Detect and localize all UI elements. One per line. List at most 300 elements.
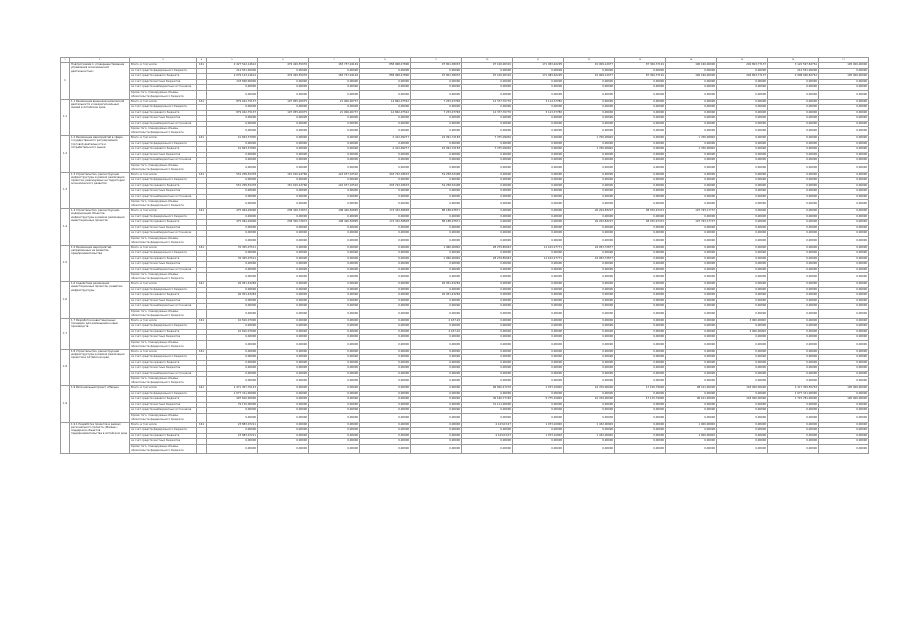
amount-cell: 7 375,09200 [462, 147, 513, 153]
amount-cell: 0,00000 [360, 444, 411, 453]
amount-cell: 0,00000 [207, 428, 258, 434]
amount-cell: 0,00000 [819, 422, 869, 428]
amount-cell: 0,00000 [258, 355, 309, 361]
funding-source: за счет средств краевого бюджета [130, 397, 197, 403]
amount-cell: 0,00000 [615, 194, 666, 200]
amount-cell: 0,00000 [462, 121, 513, 127]
amount-cell: 0,00000 [207, 287, 258, 293]
amount-cell: 0,00000 [258, 324, 309, 330]
amount-cell: 26 951,43284 [207, 293, 258, 299]
amount-cell: 0,00000 [309, 214, 360, 220]
amount-cell: 98 101,00000 [666, 386, 717, 392]
budget-code: 161 [197, 282, 207, 288]
amount-cell: 0,00000 [411, 391, 462, 397]
row-index: 1.8 [61, 349, 70, 386]
amount-cell: 0,00000 [513, 225, 564, 231]
amount-cell: 0,00000 [258, 282, 309, 288]
amount-cell: 0,00000 [819, 293, 869, 299]
amount-cell: 0,00000 [258, 189, 309, 195]
amount-cell: 0,00000 [258, 335, 309, 341]
amount-cell: 0,00000 [411, 236, 462, 245]
amount-cell: 0,00000 [309, 136, 360, 142]
amount-cell: 433 722,18633 [360, 172, 411, 178]
funding-source: за счет средств местных бюджетов [130, 262, 197, 268]
funding-source: за счет средств местных бюджетов [130, 335, 197, 341]
amount-cell: 0,00000 [309, 251, 360, 257]
amount-cell: 0,00000 [258, 413, 309, 422]
amount-cell: 0,00000 [513, 329, 564, 335]
amount-cell: 0,00000 [309, 371, 360, 377]
amount-cell: 0,00000 [309, 116, 360, 122]
amount-cell: 0,00000 [717, 304, 768, 310]
amount-cell: 0,00000 [768, 340, 819, 349]
amount-cell: 0,00000 [360, 422, 411, 428]
amount-cell: 0,00000 [513, 136, 564, 142]
amount-cell: 0,00000 [717, 189, 768, 195]
amount-cell: 0,00000 [462, 172, 513, 178]
amount-cell: 0,00000 [360, 105, 411, 111]
amount-cell: 1 432,00000 [564, 422, 615, 428]
amount-cell: 0,00000 [258, 214, 309, 220]
amount-cell: 2 079 143,14612 [207, 74, 258, 80]
amount-cell: 0,00000 [411, 251, 462, 257]
amount-cell: 0,00000 [615, 214, 666, 220]
amount-cell: 0,00000 [258, 318, 309, 324]
amount-cell: 0,00000 [258, 298, 309, 304]
amount-cell: 97 801,38933 [411, 63, 462, 69]
amount-cell: 0,00000 [462, 304, 513, 310]
amount-cell: 0,00000 [462, 391, 513, 397]
amount-cell: 0,00000 [717, 127, 768, 136]
amount-cell: 0,00000 [513, 214, 564, 220]
amount-cell: 0,00000 [819, 402, 869, 408]
amount-cell: 0,00000 [768, 267, 819, 273]
amount-cell: 238 326,72872 [258, 209, 309, 215]
amount-cell: 0,00000 [615, 309, 666, 318]
funding-source: за счет средств федерального бюджета [130, 287, 197, 293]
amount-cell: 0,00000 [819, 163, 869, 172]
amount-cell: 0,00000 [564, 172, 615, 178]
amount-cell: 0,00000 [564, 79, 615, 85]
amount-cell: 0,00000 [462, 189, 513, 195]
amount-cell: 0,00000 [717, 152, 768, 158]
amount-cell: 87 300,37191 [615, 74, 666, 80]
amount-cell: 0,00000 [564, 282, 615, 288]
amount-cell: 0,00000 [717, 136, 768, 142]
amount-cell: 0,00000 [258, 386, 309, 392]
column-number: 16 [768, 58, 819, 63]
amount-cell: 0,00000 [309, 439, 360, 445]
amount-cell: 0,00000 [309, 324, 360, 330]
amount-cell: 0,00000 [564, 444, 615, 453]
amount-cell: 0,00000 [411, 127, 462, 136]
amount-cell: 0,00000 [717, 90, 768, 99]
amount-cell: 5 775,10000 [513, 397, 564, 403]
amount-cell: 133 828,00000 [207, 79, 258, 85]
amount-cell: 0,00000 [258, 225, 309, 231]
amount-cell: 0,00000 [309, 386, 360, 392]
amount-cell: 479 420,55076 [258, 63, 309, 69]
funding-source: Всего, в том числе: [130, 349, 197, 355]
amount-cell: 294 803,77137 [717, 63, 768, 69]
amount-cell: 0,00000 [258, 262, 309, 268]
amount-cell: 0,00000 [819, 127, 869, 136]
amount-cell: 475 064,29906 [207, 209, 258, 215]
budget-code [197, 90, 207, 99]
amount-cell: 0,00000 [819, 158, 869, 164]
amount-cell: 0,00000 [615, 267, 666, 273]
amount-cell: 0,00000 [717, 377, 768, 386]
amount-cell: 0,00000 [564, 304, 615, 310]
amount-cell: 0,00000 [564, 200, 615, 209]
amount-cell: 0,00000 [513, 340, 564, 349]
amount-cell: 0,00000 [207, 335, 258, 341]
amount-cell: 0,00000 [564, 262, 615, 268]
amount-cell: 0,00000 [819, 256, 869, 262]
amount-cell: 0,00000 [819, 194, 869, 200]
amount-cell: 0,00000 [564, 439, 615, 445]
amount-cell: 0,00000 [462, 413, 513, 422]
amount-cell: 0,00000 [258, 200, 309, 209]
amount-cell: 0,00000 [768, 158, 819, 164]
amount-cell: 0,00000 [411, 377, 462, 386]
amount-cell: 0,00000 [207, 127, 258, 136]
amount-cell: 0,00000 [360, 245, 411, 251]
amount-cell: 26 951,43284 [207, 282, 258, 288]
amount-cell: 0,00000 [360, 282, 411, 288]
amount-cell: 0,00000 [360, 318, 411, 324]
amount-cell: 0,00000 [666, 439, 717, 445]
amount-cell: 0,00000 [615, 136, 666, 142]
amount-cell: 0,00000 [819, 408, 869, 414]
amount-cell: 0,00000 [513, 282, 564, 288]
amount-cell: 26 204,83207 [564, 220, 615, 226]
amount-cell: 0,00000 [207, 273, 258, 282]
amount-cell: 0,00000 [411, 444, 462, 453]
amount-cell: 0,00000 [411, 152, 462, 158]
amount-cell: 107 793,17737 [666, 220, 717, 226]
row-index: 1.5 [61, 245, 70, 282]
amount-cell: 1 715 781,00000 [768, 397, 819, 403]
funding-source: Всего, в том числе: [130, 245, 197, 251]
amount-cell: 2 437,20 [411, 318, 462, 324]
funding-source: за счет средств внебюджетных источников [130, 408, 197, 414]
measure-name: 1.9 Региональный проект «Малые» [70, 386, 130, 423]
amount-cell: 0,00000 [768, 147, 819, 153]
amount-cell: 0,00000 [258, 433, 309, 439]
amount-cell: 0,00000 [360, 366, 411, 372]
funding-source: Всего, в том числе: [130, 136, 197, 142]
amount-cell: 0,00000 [513, 267, 564, 273]
amount-cell: 0,00000 [768, 172, 819, 178]
amount-cell: 0,00000 [768, 110, 819, 116]
amount-cell: 0,00000 [309, 318, 360, 324]
amount-cell: 0,00000 [717, 194, 768, 200]
funding-source: за счет средств местных бюджетов [130, 298, 197, 304]
amount-cell: 0,00000 [411, 163, 462, 172]
budget-code [197, 377, 207, 386]
amount-cell: 0,00000 [819, 79, 869, 85]
amount-cell: 0,00000 [411, 309, 462, 318]
amount-cell: 0,00000 [819, 360, 869, 366]
amount-cell: 0,00000 [717, 141, 768, 147]
amount-cell: 23 883,07211 [207, 433, 258, 439]
amount-cell: 0,00000 [411, 402, 462, 408]
amount-cell: 26 951,43284 [411, 293, 462, 299]
amount-cell: 0,00000 [360, 340, 411, 349]
amount-cell: 0,00000 [717, 439, 768, 445]
amount-cell: 0,00000 [564, 324, 615, 330]
amount-cell: 0,00000 [768, 225, 819, 231]
amount-cell: 0,00000 [207, 304, 258, 310]
amount-cell: 0,00000 [309, 273, 360, 282]
amount-cell: 0,00000 [819, 105, 869, 111]
amount-cell: 0,00000 [309, 377, 360, 386]
funding-source: Кроме того, планируемые объемы обязательств федерального бюджета [130, 127, 197, 136]
amount-cell: 14 862,07542 [360, 99, 411, 105]
amount-cell: 0,00000 [513, 377, 564, 386]
amount-cell: 0,00000 [717, 236, 768, 245]
amount-cell: 0,00000 [207, 267, 258, 273]
amount-cell: 10 810,07000 [207, 318, 258, 324]
funding-source: за счет средств федерального бюджета [130, 428, 197, 434]
amount-cell: 0,00000 [513, 85, 564, 91]
amount-cell: 0,00000 [564, 158, 615, 164]
budget-code [197, 309, 207, 318]
amount-cell: 0,00000 [462, 355, 513, 361]
amount-cell: 0,00000 [819, 371, 869, 377]
funding-source: за счет средств федерального бюджета [130, 391, 197, 397]
amount-cell: 97 100,00310 [462, 74, 513, 80]
amount-cell: 0,00000 [207, 231, 258, 237]
amount-cell: 0,00000 [717, 178, 768, 184]
amount-cell: 0,00000 [513, 402, 564, 408]
amount-cell: 0,00000 [768, 273, 819, 282]
amount-cell: 0,00000 [258, 163, 309, 172]
amount-cell: 0,00000 [819, 152, 869, 158]
amount-cell: 0,00000 [615, 304, 666, 310]
amount-cell: 0,00000 [666, 287, 717, 293]
amount-cell: 0,00000 [309, 349, 360, 355]
amount-cell: 0,00000 [207, 158, 258, 164]
amount-cell: 0,00000 [462, 251, 513, 257]
amount-cell: 0,00000 [513, 273, 564, 282]
amount-cell: 0,00000 [819, 282, 869, 288]
amount-cell: 0,00000 [411, 121, 462, 127]
amount-cell: 0,00000 [666, 366, 717, 372]
amount-cell: 88 188,07871 [411, 220, 462, 226]
amount-cell: 118 000,00000 [717, 386, 768, 392]
amount-cell: 0,00000 [309, 68, 360, 74]
amount-cell: 0,00000 [411, 335, 462, 341]
amount-cell: 0,00000 [768, 371, 819, 377]
funding-source: за счет средств местных бюджетов [130, 439, 197, 445]
amount-cell: 0,00000 [768, 183, 819, 189]
amount-cell: 0,00000 [717, 349, 768, 355]
amount-cell: 0,00000 [768, 194, 819, 200]
amount-cell: 7 253,07768 [411, 99, 462, 105]
amount-cell: 0,00000 [615, 251, 666, 257]
amount-cell: 0,00000 [258, 256, 309, 262]
amount-cell: 0,00000 [666, 183, 717, 189]
amount-cell: 0,00000 [462, 318, 513, 324]
amount-cell: 0,00000 [819, 136, 869, 142]
amount-cell: 0,00000 [360, 293, 411, 299]
amount-cell: 0,00000 [207, 214, 258, 220]
amount-cell: 0,00000 [411, 68, 462, 74]
amount-cell: 0,00000 [513, 121, 564, 127]
amount-cell: 0,00000 [564, 251, 615, 257]
amount-cell: 0,00000 [615, 413, 666, 422]
amount-cell: 0,00000 [411, 116, 462, 122]
amount-cell: 0,00000 [207, 324, 258, 330]
funding-source: за счет средств внебюджетных источников [130, 371, 197, 377]
amount-cell: 0,00000 [462, 163, 513, 172]
amount-cell: 0,00000 [717, 172, 768, 178]
measure-name: Подпрограмма 1 «Совершенствование управления экономической деятельностью» [70, 63, 130, 100]
amount-cell: 0,00000 [666, 329, 717, 335]
funding-source: за счет средств внебюджетных источников [130, 85, 197, 91]
measure-name: 1.9.1 Разработка проектов в рамках регионального проекта «Малые»; поддержка объектов предпринимательства в Алтайском крае [70, 422, 130, 453]
amount-cell: 0,00000 [819, 214, 869, 220]
amount-cell: 97 100,00310 [462, 63, 513, 69]
amount-cell: 0,00000 [309, 245, 360, 251]
amount-cell: 0,00000 [717, 79, 768, 85]
amount-cell: 0,00000 [717, 444, 768, 453]
amount-cell: 10 479,00000 [564, 386, 615, 392]
amount-cell: 0,00000 [819, 200, 869, 209]
column-number: 6 [258, 58, 309, 63]
amount-cell: 1 000,00000 [666, 433, 717, 439]
amount-cell: 0,00000 [564, 377, 615, 386]
amount-cell: 118 000,00000 [717, 397, 768, 403]
amount-cell: 0,00000 [666, 90, 717, 99]
amount-cell: 0,00000 [462, 178, 513, 184]
amount-cell: 0,00000 [462, 366, 513, 372]
amount-cell: 0,00000 [513, 349, 564, 355]
amount-cell: 551 258,52478 [207, 183, 258, 189]
amount-cell: 76 305,07511 [207, 256, 258, 262]
amount-cell: 0,00000 [207, 444, 258, 453]
amount-cell: 0,00000 [666, 172, 717, 178]
amount-cell: 0,00000 [207, 309, 258, 318]
amount-cell: 0,00000 [615, 293, 666, 299]
amount-cell: 183 737,04149 [309, 74, 360, 80]
amount-cell: 0,00000 [258, 273, 309, 282]
amount-cell: 0,00000 [513, 335, 564, 341]
amount-cell: 12 377,70770 [462, 99, 513, 105]
amount-cell: 0,00000 [819, 304, 869, 310]
amount-cell: 0,00000 [768, 163, 819, 172]
amount-cell: 0,00000 [513, 444, 564, 453]
budget-code [197, 163, 207, 172]
amount-cell: 0,00000 [768, 85, 819, 91]
amount-cell: 0,00000 [666, 256, 717, 262]
column-number: 1 [61, 58, 70, 63]
amount-cell: 0,00000 [513, 163, 564, 172]
amount-cell: 0,00000 [462, 298, 513, 304]
amount-cell: 0,00000 [309, 413, 360, 422]
amount-cell: 0,00000 [666, 189, 717, 195]
amount-cell: 0,00000 [819, 220, 869, 226]
amount-cell: 0,00000 [462, 141, 513, 147]
amount-cell: 0,00000 [564, 360, 615, 366]
amount-cell: 0,00000 [258, 402, 309, 408]
amount-cell: 0,00000 [513, 439, 564, 445]
amount-cell: 0,00000 [717, 273, 768, 282]
amount-cell: 16 953,72877 [564, 245, 615, 251]
amount-cell: 0,00000 [717, 340, 768, 349]
amount-cell: 0,00000 [309, 444, 360, 453]
amount-cell: 0,00000 [258, 178, 309, 184]
amount-cell: 0,00000 [513, 408, 564, 414]
amount-cell: 190 160,00000 [666, 63, 717, 69]
amount-cell: 0,00000 [717, 391, 768, 397]
amount-cell: 0,00000 [360, 287, 411, 293]
amount-cell: 0,00000 [666, 282, 717, 288]
amount-cell: 0,00000 [258, 293, 309, 299]
amount-cell: 0,00000 [564, 110, 615, 116]
amount-cell: 214 551,00000 [207, 68, 258, 74]
budget-code: 161 [197, 172, 207, 178]
amount-cell: 0,00000 [258, 371, 309, 377]
amount-cell: 0,00000 [411, 397, 462, 403]
funding-source: за счет средств федерального бюджета [130, 251, 197, 257]
amount-cell: 0,00000 [768, 105, 819, 111]
amount-cell: 0,00000 [717, 408, 768, 414]
column-number: 8 [360, 58, 411, 63]
amount-cell: 0,00000 [615, 245, 666, 251]
amount-cell: 0,00000 [768, 282, 819, 288]
amount-cell: 0,00000 [462, 287, 513, 293]
amount-cell: 0,00000 [360, 225, 411, 231]
amount-cell: 0,00000 [411, 267, 462, 273]
amount-cell: 0,00000 [666, 200, 717, 209]
amount-cell: 0,00000 [615, 262, 666, 268]
amount-cell: 174 332,58828 [360, 220, 411, 226]
amount-cell: 0,00000 [360, 335, 411, 341]
funding-source: Всего, в том числе: [130, 99, 197, 105]
funding-source: за счет средств краевого бюджета [130, 183, 197, 189]
amount-cell: 0,00000 [207, 178, 258, 184]
amount-cell: 0,00000 [717, 116, 768, 122]
amount-cell: 0,00000 [768, 245, 819, 251]
amount-cell: 0,00000 [411, 105, 462, 111]
funding-source: за счет средств местных бюджетов [130, 189, 197, 195]
amount-cell: 0,00000 [666, 262, 717, 268]
funding-source: за счет средств краевого бюджета [130, 74, 197, 80]
amount-cell: 0,00000 [666, 99, 717, 105]
amount-cell: 0,00000 [717, 251, 768, 257]
amount-cell: 0,00000 [666, 349, 717, 355]
amount-cell: 54 258,32408 [411, 172, 462, 178]
amount-cell: 0,00000 [564, 287, 615, 293]
amount-cell: 0,00000 [309, 231, 360, 237]
table-row [61, 127, 869, 136]
amount-cell: 1 077 311,00000 [768, 391, 819, 397]
amount-cell: 0,00000 [207, 408, 258, 414]
amount-cell: 0,00000 [666, 402, 717, 408]
amount-cell: 0,00000 [513, 360, 564, 366]
amount-cell: 0,00000 [309, 158, 360, 164]
amount-cell: 0,00000 [513, 236, 564, 245]
amount-cell: 0,00000 [360, 214, 411, 220]
amount-cell: 91 909,12977 [564, 63, 615, 69]
amount-cell: 0,00000 [666, 214, 717, 220]
amount-cell: 0,00000 [615, 324, 666, 330]
amount-cell: 0,00000 [615, 236, 666, 245]
amount-cell: 0,00000 [411, 200, 462, 209]
